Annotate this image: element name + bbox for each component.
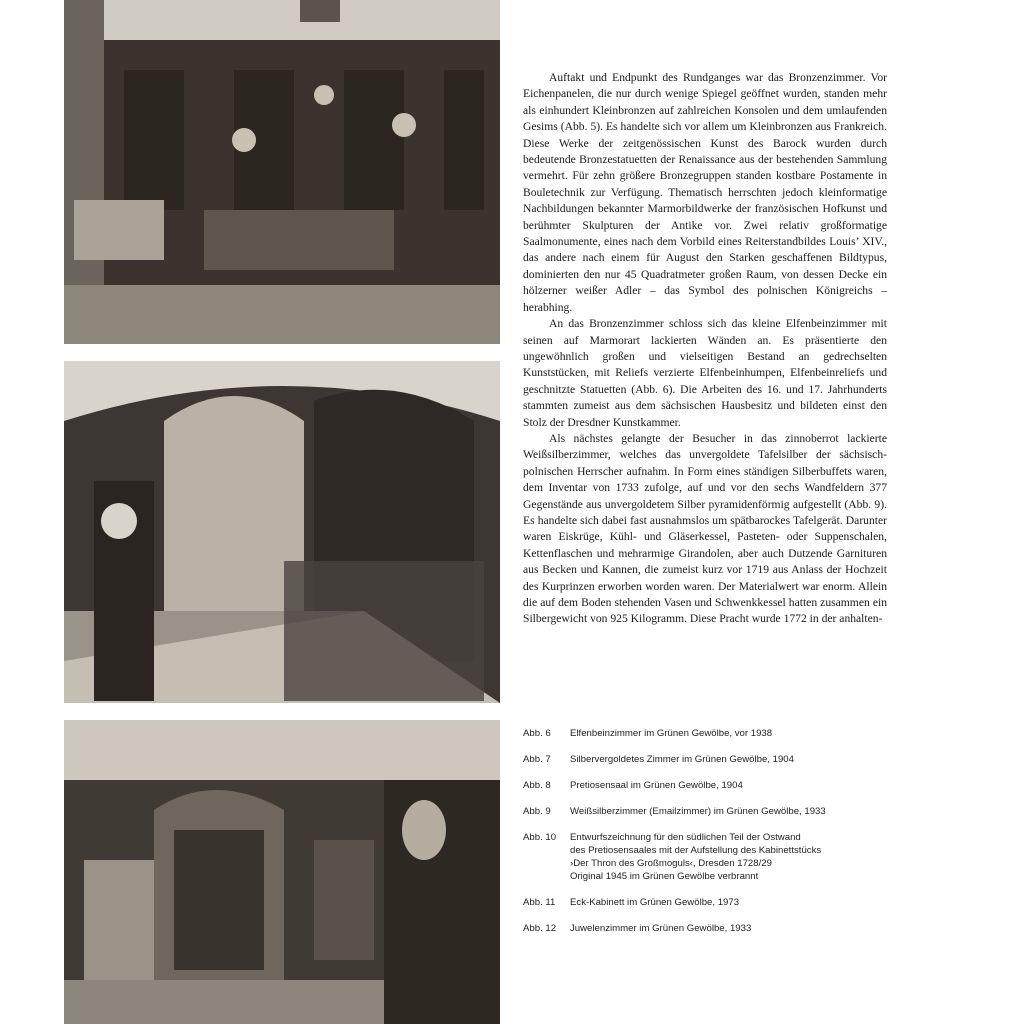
caption-text: Elfenbeinzimmer im Grünen Gewölbe, vor 1938 (570, 728, 773, 739)
caption (523, 727, 903, 740)
caption-number: Abb. 7 (523, 754, 551, 765)
caption-text: Entwurfszeichnung für den südlichen Teil der Ostwand des Pretiosensaales mit der Aufstellung des Kabinettstücks ›Der Thron des Großmoguls‹, Dresden 1728/29 Original 1945 im Grünen Gewölbe verbrannt (570, 832, 822, 882)
caption-number: Abb. 9 (523, 806, 551, 817)
figure-captions (523, 727, 903, 948)
caption (523, 922, 903, 935)
caption-text: Weißsilberzimmer (Emailzimmer) im Grünen Gewölbe, 1933 (570, 806, 826, 817)
caption-number: Abb. 12 (523, 923, 557, 934)
caption-number: Abb. 8 (523, 780, 551, 791)
paragraph: Auftakt und Endpunkt des Rundganges war das Bronzenzimmer. Vor Eichenpanelen, die nur durch wenige Spiegel geöffnet wurden, standen mehr als einhundert Kleinbronzen auf zahlreichen Konsolen und dem umlaufenden Gesims (Abb. 5). Es handelte sich vor allem um Kleinbronzen aus Frankreich. Diese Werke der zeitgenössischen Kunst des Barock wurden durch bedeutende Bronzestatuetten der Renaissance aus der bestehenden Sammlung vermehrt. Für zehn größere Bronzegruppen standen kostbare Postamente in Bouletechnik zur Verfügung. Thematisch herrschten jedoch kleinformatige Nachbildungen bekannter Marmorbildwerke der französischen Hofkunst und berühmter Skulpturen der Antike vor. Zwei relativ großformatige Saalmonumente, eines nach dem Vorbild eines Reiterstandbildes Louis’ XIV., das andere nach einem für August den Starken geschaffenen Bildtypus, dominierten den nur 45 Quadratmeter großen Raum, von dessen Decke ein hölzerner weißer Adler – das Symbol des polnischen Königreichs – herabhing. (523, 71, 887, 314)
caption (523, 896, 903, 909)
paragraph: Als nächstes gelangte der Besucher in das zinnoberrot lackierte Weißsilberzimmer, welches das unvergoldete Tafelsilber der sächsisch-polnischen Herrscher aufnahm. In Form eines ständigen Silberbuffets waren, dem Inventar von 1733 zufolge, auf und vor den sechs Wandfeldern 377 Gegenstände aus unvergoldetem Silber pyramidenförmig aufgestellt (Abb. 9). Es handelte sich dabei fast ausnahmslos um spätbarockes Tafelgerät. Darunter waren Eiskrüge, Kühl- und Gläserkessel, Pasteten- oder Suppenschalen, Kettenflaschen und mehrarmige Girandolen, aber auch Dutzende Garnituren aus Becken und Kannen, die zumeist kurz vor 1719 aus Anlass der Hochzeit des Kurprinzen erworben worden waren. Der Materialwert war enorm. Allein die auf dem Boden stehenden Vasen und Schwenkkessel hatten zusammen ein Silbergewicht von 925 Kilogramm. Diese Pracht wurde 1772 in der anhalten- (523, 431, 887, 626)
caption-number: Abb. 10 (523, 832, 557, 843)
photo-pretiosensaal (64, 720, 500, 1024)
caption-text: Silbervergoldetes Zimmer im Grünen Gewölbe, 1904 (570, 754, 794, 765)
paragraph: An das Bronzenzimmer schloss sich das kleine Elfenbeinzimmer mit seinen auf Marmorart lackierten Wänden an. Es präsentierte den ungewöhnlich großen und vielseitigen Bestand an gedrechselten Kunststücken, mit Reliefs verzierte Elfenbeinhumpen, Elfenbeinreliefs und geschnitzte Statuetten (Abb. 6). Die Arbeiten des 16. und 17. Jahrhunderts stammten zumeist aus dem sächsischen Hausbesitz und bildeten einst den Stolz der Dresdner Kunstkammer. (523, 317, 887, 429)
caption-text: Eck-Kabinett im Grünen Gewölbe, 1973 (570, 897, 740, 908)
caption (523, 753, 903, 766)
caption-text: Pretiosensaal im Grünen Gewölbe, 1904 (570, 780, 743, 791)
caption-text: Juwelenzimmer im Grünen Gewölbe, 1933 (570, 923, 752, 934)
caption (523, 779, 903, 792)
article-body (523, 70, 887, 628)
caption-number: Abb. 6 (523, 728, 551, 739)
caption-number: Abb. 11 (523, 897, 556, 908)
caption (523, 805, 903, 818)
photo-bronze-room (64, 0, 500, 344)
caption (523, 831, 903, 883)
photo-vaulted-room (64, 361, 500, 703)
